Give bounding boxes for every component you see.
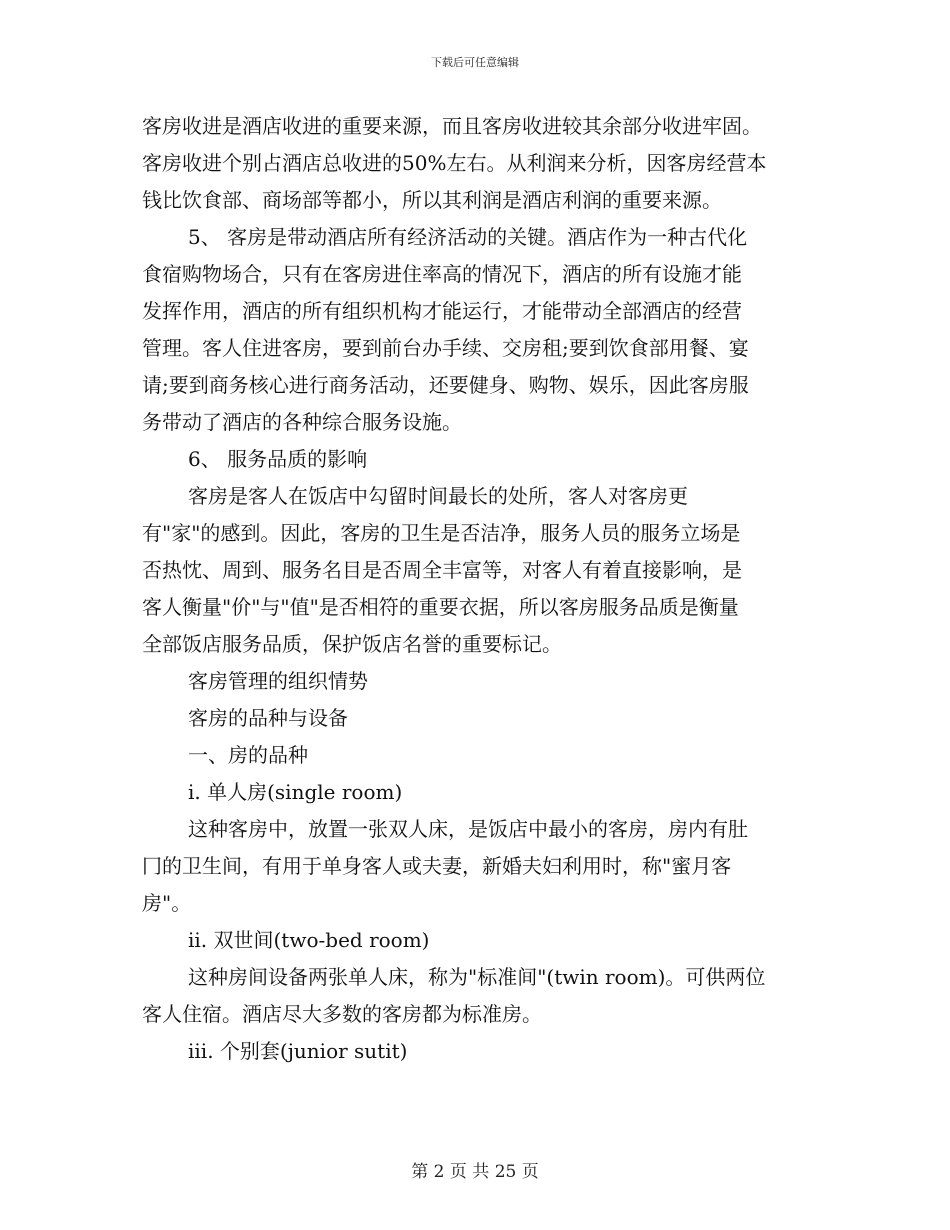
- text-line: 房"。: [142, 891, 192, 915]
- document-body: [142, 108, 812, 1070]
- list-item-heading: i. 单人房(single room): [188, 780, 403, 804]
- text-line: 务带动了酒店的各种综合服务设施。: [142, 410, 462, 434]
- text-line: 5、 客房是带动酒店所有经济活动的关键。酒店作为一种古代化: [188, 225, 748, 249]
- text-line: 冂的卫生间，有用于单身客人或夫妻，新婚夫妇利用时，称"蜜月客: [142, 854, 732, 878]
- text-line: 客房收进个别占酒店总收进的50%左右。从利润来分析，因客房经营本: [142, 151, 767, 175]
- text-line: 这种房间设备两张单人床，称为"标准间"(twin room)。可供两位: [188, 965, 766, 989]
- text-line: 钱比饮食部、商场部等都小，所以其利润是酒店利润的重要来源。: [142, 188, 722, 212]
- text-line: 有"家"的感到。因此，客房的卫生是否洁净，服务人员的服务立场是: [142, 521, 741, 545]
- text-line: 客房是客人在饭店中勾留时间最长的处所，客人对客房更: [188, 484, 688, 508]
- page-header: 下载后可任意编辑: [431, 56, 519, 69]
- list-item-heading: ii. 双世间(two-bed room): [188, 928, 430, 952]
- section-heading: 客房管理的组织情势: [188, 669, 368, 693]
- section-heading: 客房的品种与设备: [188, 706, 348, 730]
- text-line: 管理。客人住进客房，要到前台办手续、交房租;要到饮食部用餐、宴: [142, 336, 749, 360]
- text-line: 客人住宿。酒店尽大多数的客房都为标准房。: [142, 1002, 542, 1026]
- text-line: 全部饭店服务品质，保护饭店名誉的重要标记。: [142, 632, 562, 656]
- text-line: 客房收进是酒店收进的重要来源，而且客房收进较其余部分收进牢固。: [142, 114, 762, 138]
- text-line: 客人衡量"价"与"值"是否相符的重要衣据，所以客房服务品质是衡量: [142, 595, 739, 619]
- text-line: 请;要到商务核心进行商务活动，还要健身、购物、娱乐，因此客房服: [142, 373, 749, 397]
- section-heading: 6、 服务品质的影响: [188, 447, 368, 471]
- list-item-heading: iii. 个别套(junior sutit): [188, 1039, 408, 1063]
- text-line: 发挥作用，酒店的所有组织机构才能运行，才能带动全部酒店的经营: [142, 299, 742, 323]
- section-heading: 一、房的品种: [188, 743, 308, 767]
- text-line: 否热忱、周到、服务名目是否周全丰富等，对客人有着直接影响，是: [142, 558, 742, 582]
- text-line: 这种客房中，放置一张双人床，是饭店中最小的客房，房内有肚: [188, 817, 748, 841]
- text-line: 食宿购物场合，只有在客房进住率高的情况下，酒店的所有设施才能: [142, 262, 742, 286]
- page-footer: 第 2 页 共 25 页: [411, 1162, 539, 1182]
